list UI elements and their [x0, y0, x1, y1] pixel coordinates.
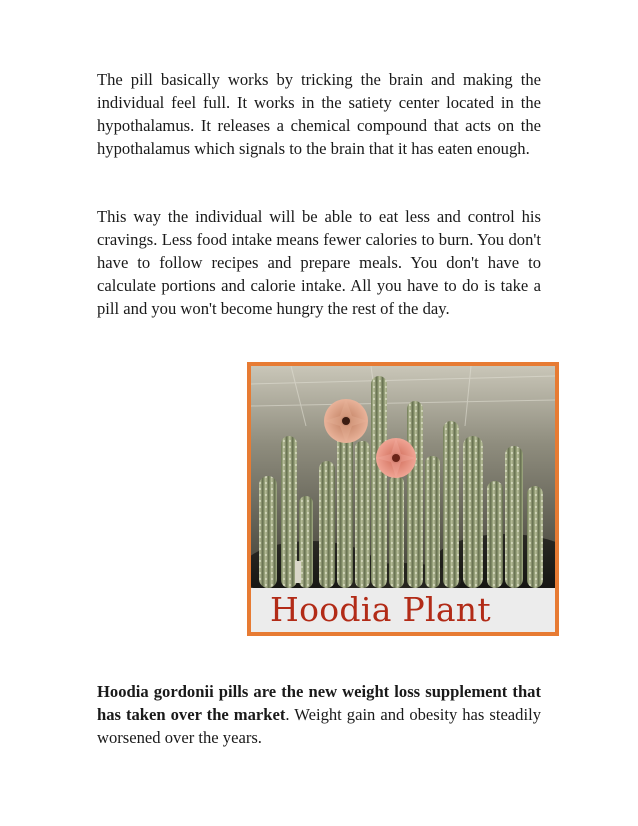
document-page	[97, 0, 541, 826]
figure-caption-band	[251, 588, 555, 632]
paragraph-hoodia-pills	[97, 680, 541, 749]
paragraph-eat-less: This way the individual will be able to eat less and control his cravings. Less food intake means fewer calories to burn. You don't have to follow recipes and prepare meals. You don't have to calculate portions and calorie intake. All you have to do is take a pill and you won't become hungry the rest of the day.	[97, 207, 541, 318]
hoodia-plant-figure	[247, 362, 559, 636]
paragraph-hoodia-pills-bold-lead: Hoodia gordonii pills are the new weight loss supplement that has taken over the market	[97, 682, 541, 724]
hoodia-plant-photo	[251, 366, 555, 588]
figure-caption: Hoodia Plant	[270, 590, 491, 629]
paragraph-satiety-mechanism: The pill basically works by tricking the brain and making the individual feel full. It works in the satiety center located in the hypothalamus. It releases a chemical compound that acts on the hypothalamus which signals to the brain that it has eaten enough.	[97, 70, 541, 158]
paragraph-hoodia-pills-rest: . Weight gain and obesity has steadily worsened over the years.	[97, 705, 541, 747]
